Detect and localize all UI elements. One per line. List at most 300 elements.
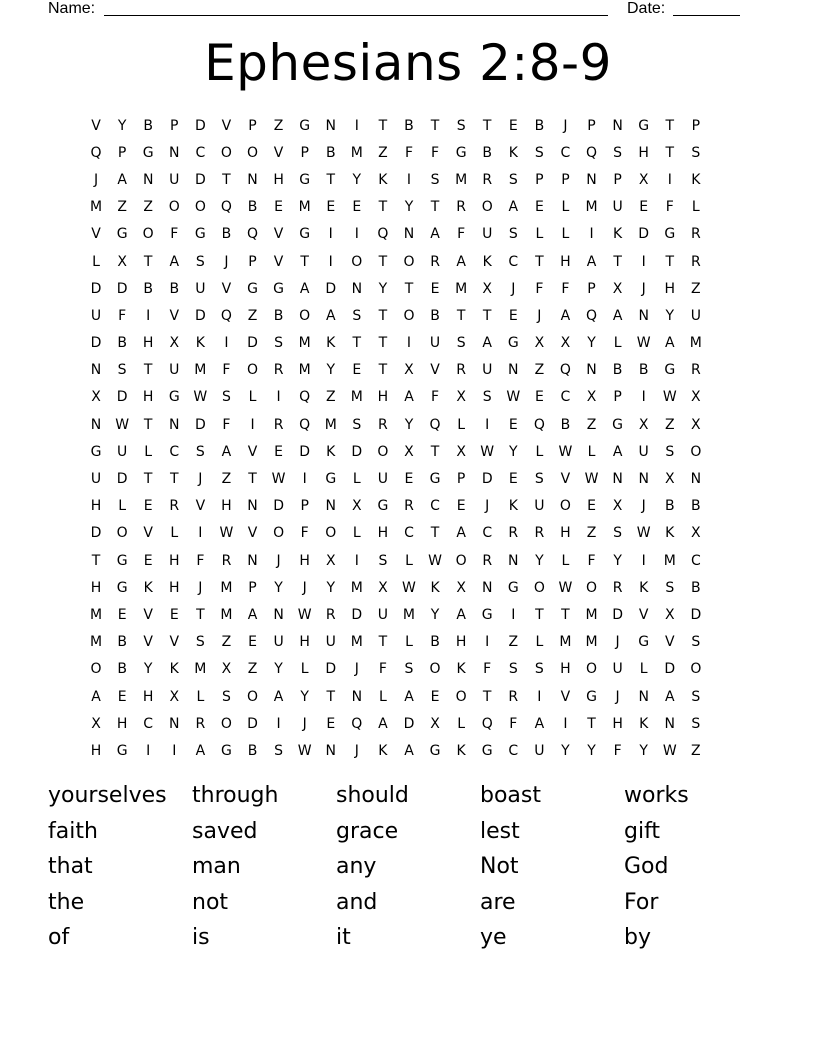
grid-letter[interactable]: V (247, 443, 258, 460)
grid-letter[interactable]: T (378, 117, 388, 134)
grid-letter[interactable]: D (273, 498, 284, 515)
grid-letter[interactable]: T (143, 471, 153, 488)
grid-letter[interactable]: T (482, 307, 492, 324)
grid-letter[interactable]: N (612, 471, 623, 488)
grid-letter[interactable]: G (221, 742, 232, 759)
grid-letter[interactable]: D (90, 525, 102, 542)
grid-letter[interactable]: Z (586, 525, 597, 542)
grid-letter[interactable]: H (169, 579, 180, 596)
grid-letter[interactable]: G (507, 335, 519, 352)
grid-letter[interactable]: W (297, 742, 312, 759)
grid-letter[interactable]: S (430, 171, 440, 188)
grid-letter[interactable]: J (93, 171, 99, 188)
grid-letter[interactable]: I (302, 471, 307, 488)
grid-letter[interactable]: A (117, 171, 127, 188)
grid-letter[interactable]: D (612, 606, 623, 623)
grid-letter[interactable]: K (378, 171, 388, 188)
grid-letter[interactable]: O (481, 199, 493, 216)
grid-letter[interactable]: U (377, 606, 389, 623)
grid-letter[interactable]: H (664, 280, 676, 297)
grid-letter[interactable]: A (247, 606, 258, 623)
grid-letter[interactable]: W (558, 443, 573, 460)
grid-letter[interactable]: A (482, 335, 492, 352)
grid-letter[interactable]: X (430, 715, 440, 732)
grid-letter[interactable]: K (613, 226, 623, 243)
grid-letter[interactable]: M (350, 144, 363, 161)
grid-letter[interactable]: D (690, 606, 702, 623)
grid-letter[interactable]: Z (508, 634, 519, 651)
grid-letter[interactable]: Y (274, 661, 283, 678)
grid-letter[interactable]: O (273, 525, 285, 542)
grid-letter[interactable]: L (561, 199, 570, 216)
grid-letter[interactable]: B (247, 199, 258, 216)
grid-letter[interactable]: S (613, 144, 623, 161)
grid-letter[interactable]: T (378, 362, 388, 379)
grid-letter[interactable]: Z (221, 634, 232, 651)
grid-letter[interactable]: N (90, 362, 102, 379)
grid-letter[interactable]: O (246, 688, 259, 705)
grid-letter[interactable]: B (117, 634, 127, 651)
grid-letter[interactable]: M (194, 362, 207, 379)
grid-letter[interactable]: E (508, 117, 518, 134)
grid-letter[interactable]: B (482, 144, 493, 161)
grid-letter[interactable]: N (508, 552, 519, 569)
grid-letter[interactable]: I (406, 335, 412, 352)
grid-letter[interactable]: E (169, 606, 179, 623)
grid-letter[interactable]: D (638, 226, 650, 243)
grid-letter[interactable]: O (168, 199, 180, 216)
grid-letter[interactable]: N (508, 362, 519, 379)
grid-letter[interactable]: R (430, 253, 440, 270)
grid-letter[interactable]: B (430, 307, 440, 324)
grid-letter[interactable]: J (563, 117, 568, 134)
grid-letter[interactable]: E (117, 606, 127, 623)
grid-letter[interactable]: D (351, 443, 363, 460)
grid-letter[interactable]: L (378, 688, 387, 705)
grid-letter[interactable]: C (508, 742, 519, 759)
grid-letter[interactable]: R (404, 498, 414, 515)
grid-letter[interactable]: K (508, 498, 518, 515)
grid-letter[interactable]: Y (561, 742, 570, 759)
grid-letter[interactable]: N (169, 144, 180, 161)
grid-letter[interactable]: K (508, 144, 518, 161)
grid-letter[interactable]: O (90, 661, 102, 678)
grid-letter[interactable]: K (691, 171, 701, 188)
grid-letter[interactable]: N (638, 688, 649, 705)
grid-letter[interactable]: T (587, 715, 596, 732)
grid-letter[interactable]: E (639, 199, 649, 216)
grid-letter[interactable]: C (195, 144, 206, 161)
grid-letter[interactable]: T (404, 280, 414, 297)
grid-letter[interactable]: R (221, 552, 232, 569)
grid-letter[interactable]: B (117, 661, 127, 678)
grid-letter[interactable]: Y (535, 552, 544, 569)
grid-letter[interactable]: A (612, 307, 623, 324)
grid-letter[interactable]: X (691, 389, 701, 406)
grid-letter[interactable]: K (326, 335, 336, 352)
grid-letter[interactable]: G (299, 226, 311, 243)
grid-letter[interactable]: V (221, 117, 232, 134)
grid-letter[interactable]: O (690, 443, 702, 460)
grid-letter[interactable]: I (641, 389, 646, 406)
grid-letter[interactable]: Z (247, 661, 258, 678)
grid-letter[interactable]: U (273, 634, 284, 651)
grid-letter[interactable]: W (636, 335, 651, 352)
grid-letter[interactable]: S (456, 117, 466, 134)
grid-letter[interactable]: B (221, 226, 232, 243)
grid-letter[interactable]: C (169, 443, 180, 460)
grid-letter[interactable]: H (638, 144, 649, 161)
grid-letter[interactable]: J (354, 661, 359, 678)
grid-letter[interactable]: W (662, 389, 677, 406)
grid-letter[interactable]: Q (299, 389, 311, 406)
grid-letter[interactable]: K (326, 443, 336, 460)
grid-letter[interactable]: T (222, 171, 231, 188)
grid-letter[interactable]: R (273, 362, 284, 379)
grid-letter[interactable]: R (325, 606, 336, 623)
grid-letter[interactable]: I (250, 416, 255, 433)
grid-letter[interactable]: F (300, 525, 309, 542)
grid-letter[interactable]: K (456, 742, 466, 759)
grid-letter[interactable]: S (221, 688, 231, 705)
grid-letter[interactable]: L (92, 253, 100, 270)
grid-letter[interactable]: Z (664, 416, 675, 433)
grid-letter[interactable]: L (691, 199, 700, 216)
grid-letter[interactable]: A (325, 307, 336, 324)
grid-letter[interactable]: L (561, 226, 570, 243)
grid-letter[interactable]: A (299, 280, 310, 297)
grid-letter[interactable]: O (403, 307, 415, 324)
grid-letter[interactable]: X (612, 280, 623, 297)
grid-letter[interactable]: W (297, 606, 312, 623)
grid-letter[interactable]: F (170, 226, 179, 243)
grid-letter[interactable]: B (143, 280, 153, 297)
grid-letter[interactable]: E (274, 199, 284, 216)
grid-letter[interactable]: X (91, 715, 101, 732)
grid-letter[interactable]: A (430, 226, 440, 243)
grid-letter[interactable]: L (144, 443, 153, 460)
grid-letter[interactable]: L (300, 661, 309, 678)
grid-letter[interactable]: I (146, 742, 151, 759)
grid-letter[interactable]: E (326, 715, 336, 732)
grid-letter[interactable]: Q (533, 416, 545, 433)
grid-letter[interactable]: M (663, 552, 676, 569)
grid-letter[interactable]: F (665, 199, 674, 216)
grid-letter[interactable]: L (639, 661, 648, 678)
grid-letter[interactable]: U (90, 307, 102, 324)
grid-letter[interactable]: I (146, 307, 151, 324)
grid-letter[interactable]: G (194, 226, 206, 243)
grid-letter[interactable]: A (221, 443, 232, 460)
grid-letter[interactable]: R (378, 416, 388, 433)
grid-letter[interactable]: S (456, 335, 466, 352)
grid-letter[interactable]: A (664, 335, 675, 352)
grid-letter[interactable]: M (402, 606, 416, 623)
grid-letter[interactable]: O (142, 226, 154, 243)
grid-letter[interactable]: L (118, 498, 127, 515)
grid-letter[interactable]: W (558, 579, 573, 596)
grid-letter[interactable]: F (483, 661, 492, 678)
grid-letter[interactable]: U (429, 335, 441, 352)
grid-letter[interactable]: N (169, 416, 180, 433)
grid-letter[interactable]: M (324, 416, 337, 433)
grid-letter[interactable]: R (690, 253, 701, 270)
grid-letter[interactable]: U (534, 498, 545, 515)
grid-letter[interactable]: A (273, 688, 284, 705)
grid-letter[interactable]: W (480, 443, 495, 460)
grid-letter[interactable]: A (404, 389, 414, 406)
grid-letter[interactable]: S (508, 226, 518, 243)
grid-letter[interactable]: X (586, 389, 597, 406)
grid-letter[interactable]: G (90, 443, 102, 460)
grid-letter[interactable]: S (195, 634, 205, 651)
grid-letter[interactable]: O (429, 661, 441, 678)
grid-letter[interactable]: Y (665, 307, 675, 324)
grid-letter[interactable]: N (142, 171, 154, 188)
grid-letter[interactable]: G (116, 552, 128, 569)
grid-letter[interactable]: E (587, 498, 596, 515)
grid-letter[interactable]: G (273, 280, 285, 297)
grid-letter[interactable]: I (641, 552, 646, 569)
grid-letter[interactable]: T (196, 606, 205, 623)
grid-letter[interactable]: G (507, 579, 519, 596)
grid-letter[interactable]: D (325, 661, 337, 678)
grid-letter[interactable]: G (638, 117, 650, 134)
grid-letter[interactable]: J (511, 280, 516, 297)
grid-letter[interactable]: V (560, 471, 571, 488)
grid-letter[interactable]: O (377, 443, 389, 460)
grid-letter[interactable]: B (691, 498, 701, 515)
grid-letter[interactable]: V (169, 634, 180, 651)
grid-letter[interactable]: R (690, 226, 701, 243)
grid-letter[interactable]: O (690, 661, 702, 678)
grid-letter[interactable]: I (406, 171, 412, 188)
grid-letter[interactable]: L (613, 335, 622, 352)
grid-letter[interactable]: Y (404, 416, 414, 433)
grid-letter[interactable]: J (485, 498, 490, 515)
grid-letter[interactable]: F (222, 416, 231, 433)
grid-letter[interactable]: R (169, 498, 180, 515)
grid-letter[interactable]: T (300, 253, 309, 270)
grid-letter[interactable]: W (193, 389, 208, 406)
grid-letter[interactable]: T (143, 253, 153, 270)
grid-letter[interactable]: D (403, 715, 415, 732)
grid-letter[interactable]: B (325, 144, 336, 161)
grid-letter[interactable]: Q (220, 307, 232, 324)
grid-letter[interactable]: D (194, 416, 206, 433)
grid-letter[interactable]: U (169, 362, 180, 379)
grid-letter[interactable]: B (612, 362, 623, 379)
grid-letter[interactable]: V (91, 117, 101, 134)
grid-letter[interactable]: H (90, 498, 102, 515)
grid-letter[interactable]: D (325, 280, 337, 297)
grid-letter[interactable]: H (560, 253, 571, 270)
grid-letter[interactable]: R (508, 525, 519, 542)
grid-letter[interactable]: A (378, 715, 388, 732)
grid-letter[interactable]: I (485, 634, 490, 651)
grid-letter[interactable]: J (615, 688, 620, 705)
grid-letter[interactable]: T (378, 634, 388, 651)
grid-letter[interactable]: S (378, 552, 388, 569)
grid-letter[interactable]: S (534, 661, 544, 678)
grid-letter[interactable]: X (404, 443, 414, 460)
grid-letter[interactable]: O (586, 661, 598, 678)
grid-letter[interactable]: X (169, 688, 180, 705)
grid-letter[interactable]: E (352, 362, 362, 379)
grid-letter[interactable]: H (377, 525, 389, 542)
grid-letter[interactable]: G (325, 471, 337, 488)
grid-letter[interactable]: V (273, 253, 284, 270)
grid-letter[interactable]: N (638, 307, 649, 324)
grid-letter[interactable]: O (586, 579, 598, 596)
grid-letter[interactable]: G (247, 280, 258, 297)
grid-letter[interactable]: L (405, 552, 413, 569)
grid-letter[interactable]: G (481, 742, 493, 759)
grid-letter[interactable]: O (403, 253, 415, 270)
grid-letter[interactable]: T (248, 471, 257, 488)
grid-letter[interactable]: V (195, 498, 206, 515)
grid-letter[interactable]: X (91, 389, 101, 406)
grid-letter[interactable]: F (431, 144, 440, 161)
grid-letter[interactable]: S (482, 389, 492, 406)
grid-letter[interactable]: D (116, 389, 128, 406)
grid-letter[interactable]: B (169, 280, 180, 297)
grid-letter[interactable]: C (560, 389, 571, 406)
grid-letter[interactable]: T (378, 199, 388, 216)
grid-letter[interactable]: X (638, 416, 649, 433)
grid-letter[interactable]: N (325, 742, 336, 759)
grid-letter[interactable]: U (482, 226, 493, 243)
grid-letter[interactable]: O (455, 688, 467, 705)
grid-letter[interactable]: A (456, 606, 466, 623)
grid-letter[interactable]: L (352, 525, 361, 542)
grid-letter[interactable]: V (430, 362, 440, 379)
grid-letter[interactable]: E (352, 199, 362, 216)
grid-letter[interactable]: M (689, 335, 702, 352)
grid-letter[interactable]: K (639, 715, 649, 732)
grid-letter[interactable]: T (665, 253, 675, 270)
grid-letter[interactable]: X (482, 280, 492, 297)
grid-letter[interactable]: G (168, 389, 180, 406)
grid-letter[interactable]: G (429, 742, 441, 759)
grid-letter[interactable]: C (690, 552, 701, 569)
grid-letter[interactable]: Z (691, 742, 701, 759)
grid-letter[interactable]: N (612, 117, 623, 134)
grid-letter[interactable]: P (300, 498, 309, 515)
grid-letter[interactable]: N (586, 171, 597, 188)
grid-letter[interactable]: I (276, 389, 281, 406)
grid-letter[interactable]: F (118, 307, 127, 324)
grid-letter[interactable]: A (195, 742, 206, 759)
grid-letter[interactable]: Z (117, 199, 127, 216)
grid-letter[interactable]: U (90, 471, 102, 488)
grid-letter[interactable]: K (195, 335, 205, 352)
grid-letter[interactable]: S (508, 171, 518, 188)
grid-letter[interactable]: M (220, 579, 233, 596)
grid-letter[interactable]: G (586, 688, 597, 705)
grid-letter[interactable]: Y (143, 661, 153, 678)
grid-letter[interactable]: Q (90, 144, 102, 161)
grid-letter[interactable]: D (247, 335, 258, 352)
grid-letter[interactable]: B (247, 742, 258, 759)
grid-letter[interactable]: B (691, 579, 701, 596)
grid-letter[interactable]: B (143, 117, 153, 134)
grid-letter[interactable]: K (482, 253, 492, 270)
grid-letter[interactable]: T (169, 471, 179, 488)
grid-letter[interactable]: Z (534, 362, 545, 379)
grid-letter[interactable]: L (170, 525, 179, 542)
grid-letter[interactable]: J (302, 715, 307, 732)
grid-letter[interactable]: I (354, 117, 359, 134)
grid-letter[interactable]: Y (404, 199, 414, 216)
grid-letter[interactable]: H (299, 552, 310, 569)
grid-letter[interactable]: E (326, 199, 336, 216)
grid-letter[interactable]: E (274, 443, 284, 460)
grid-letter[interactable]: A (456, 525, 466, 542)
grid-letter[interactable]: S (691, 715, 701, 732)
grid-letter[interactable]: C (404, 525, 414, 542)
grid-letter[interactable]: V (143, 634, 153, 651)
grid-letter[interactable]: L (587, 443, 596, 460)
grid-letter[interactable]: Q (377, 226, 389, 243)
grid-letter[interactable]: E (508, 471, 518, 488)
grid-letter[interactable]: B (117, 335, 127, 352)
grid-letter[interactable]: X (664, 606, 675, 623)
grid-letter[interactable]: T (326, 171, 336, 188)
grid-letter[interactable]: X (378, 579, 388, 596)
grid-letter[interactable]: T (430, 525, 440, 542)
grid-letter[interactable]: A (560, 307, 571, 324)
grid-letter[interactable]: Y (613, 552, 622, 569)
grid-letter[interactable]: C (430, 498, 440, 515)
grid-letter[interactable]: I (589, 226, 594, 243)
grid-letter[interactable]: T (143, 362, 153, 379)
grid-letter[interactable]: Q (220, 199, 232, 216)
grid-letter[interactable]: I (328, 226, 333, 243)
grid-letter[interactable]: E (430, 688, 440, 705)
grid-letter[interactable]: R (273, 416, 284, 433)
grid-letter[interactable]: R (456, 199, 466, 216)
grid-letter[interactable]: G (116, 226, 128, 243)
grid-letter[interactable]: D (664, 661, 676, 678)
grid-letter[interactable]: L (196, 688, 205, 705)
grid-letter[interactable]: X (352, 498, 362, 515)
grid-letter[interactable]: T (535, 253, 544, 270)
grid-letter[interactable]: F (404, 144, 413, 161)
grid-letter[interactable]: Y (639, 742, 648, 759)
grid-letter[interactable]: T (561, 606, 570, 623)
grid-letter[interactable]: Z (378, 144, 388, 161)
grid-letter[interactable]: H (560, 525, 571, 542)
grid-letter[interactable]: Q (351, 715, 363, 732)
grid-letter[interactable]: U (116, 443, 128, 460)
grid-letter[interactable]: M (455, 171, 468, 188)
grid-letter[interactable]: X (117, 253, 127, 270)
grid-letter[interactable]: Y (509, 443, 518, 460)
grid-letter[interactable]: I (537, 688, 542, 705)
grid-letter[interactable]: G (455, 144, 467, 161)
grid-letter[interactable]: Y (378, 280, 388, 297)
grid-letter[interactable]: Y (326, 362, 336, 379)
grid-letter[interactable]: R (195, 715, 206, 732)
grid-letter[interactable]: O (220, 144, 232, 161)
grid-letter[interactable]: S (534, 471, 544, 488)
grid-letter[interactable]: L (405, 634, 413, 651)
grid-letter[interactable]: S (195, 443, 205, 460)
grid-letter[interactable]: V (273, 144, 284, 161)
grid-letter[interactable]: O (194, 199, 206, 216)
grid-letter[interactable]: G (612, 416, 624, 433)
